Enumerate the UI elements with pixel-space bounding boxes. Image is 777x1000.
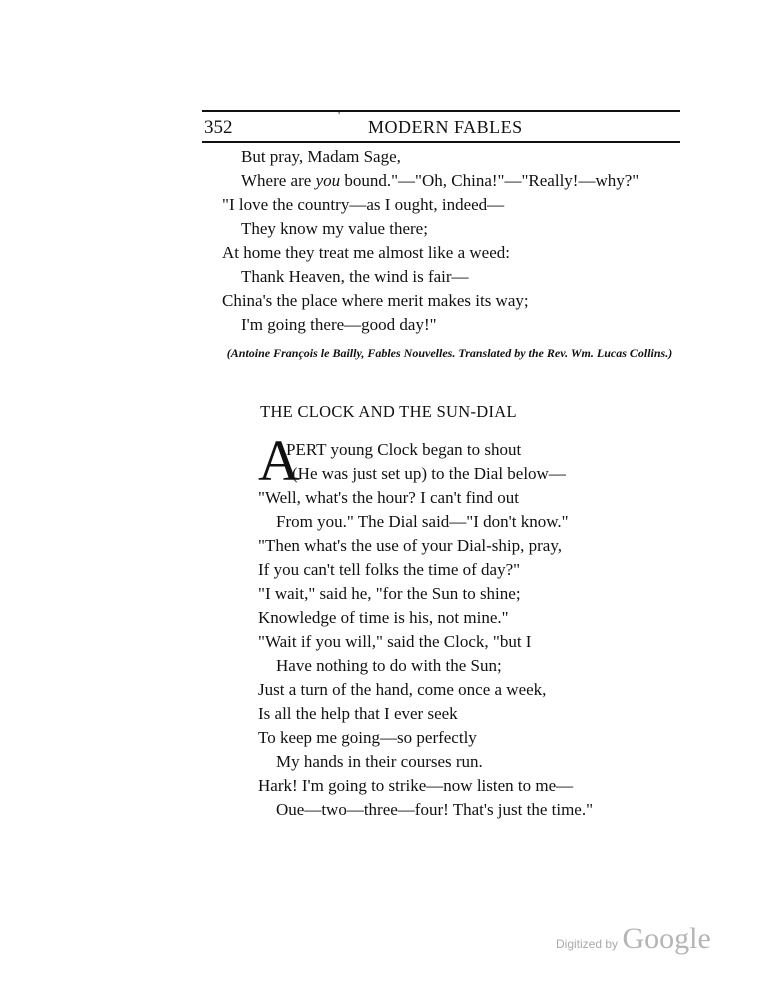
fable-line: From you." The Dial said—"I don't know." xyxy=(276,512,569,531)
fable-line: To keep me going—so perfectly xyxy=(258,728,477,747)
fable-line: "Wait if you will," said the Clock, "but I xyxy=(258,632,532,651)
fable-line: PERT young Clock began to shout xyxy=(286,440,522,459)
header-rule-bottom xyxy=(202,141,680,143)
fable-line: Hark! I'm going to strike—now listen to me— xyxy=(258,776,574,795)
poem-line: But pray, Madam Sage, xyxy=(241,147,401,166)
running-head: MODERN FABLES xyxy=(368,117,523,137)
fable-line: Just a turn of the hand, come once a week, xyxy=(258,680,547,699)
poem-line: Thank Heaven, the wind is fair— xyxy=(241,267,469,286)
fable-line: Knowledge of time is his, not mine." xyxy=(258,608,509,627)
watermark-prefix: Digitized by xyxy=(556,937,619,951)
printer-mark: ' xyxy=(338,108,341,122)
fable-line: "I wait," said he, "for the Sun to shine; xyxy=(258,584,521,603)
poem-line: At home they treat me almost like a weed: xyxy=(222,243,510,262)
fable-line: "Well, what's the hour? I can't find out xyxy=(258,488,519,507)
poem-line: They know my value there; xyxy=(241,219,428,238)
fable-line: If you can't tell folks the time of day?" xyxy=(258,560,521,579)
poem-line: "I love the country—as I ought, indeed— xyxy=(222,195,505,214)
fable-line: Is all the help that I ever seek xyxy=(258,704,458,723)
fable-line: My hands in their courses run. xyxy=(276,752,483,771)
poem-line: Where are you bound."—"Oh, China!"—"Really!—why?" xyxy=(241,171,640,190)
fable-line: (He was just set up) to the Dial below— xyxy=(292,464,566,483)
poem-line: I'm going there—good day!" xyxy=(241,315,437,334)
drop-cap: A xyxy=(258,428,300,493)
header-rule-top xyxy=(202,110,680,112)
fable-title: THE CLOCK AND THE SUN-DIAL xyxy=(260,402,517,421)
fable-line: Have nothing to do with the Sun; xyxy=(276,656,502,675)
fable-line: Oue—two—three—four! That's just the time." xyxy=(276,800,594,819)
page-number: 352 xyxy=(204,117,233,138)
google-logo: Google xyxy=(622,922,711,955)
attribution: (Antoine François le Bailly, Fables Nouvelles. Translated by the Rev. Wm. Lucas Collins.) xyxy=(226,346,673,360)
fable-line: "Then what's the use of your Dial-ship, pray, xyxy=(258,536,562,555)
google-watermark xyxy=(556,922,711,956)
poem-line: China's the place where merit makes its way; xyxy=(222,291,529,310)
